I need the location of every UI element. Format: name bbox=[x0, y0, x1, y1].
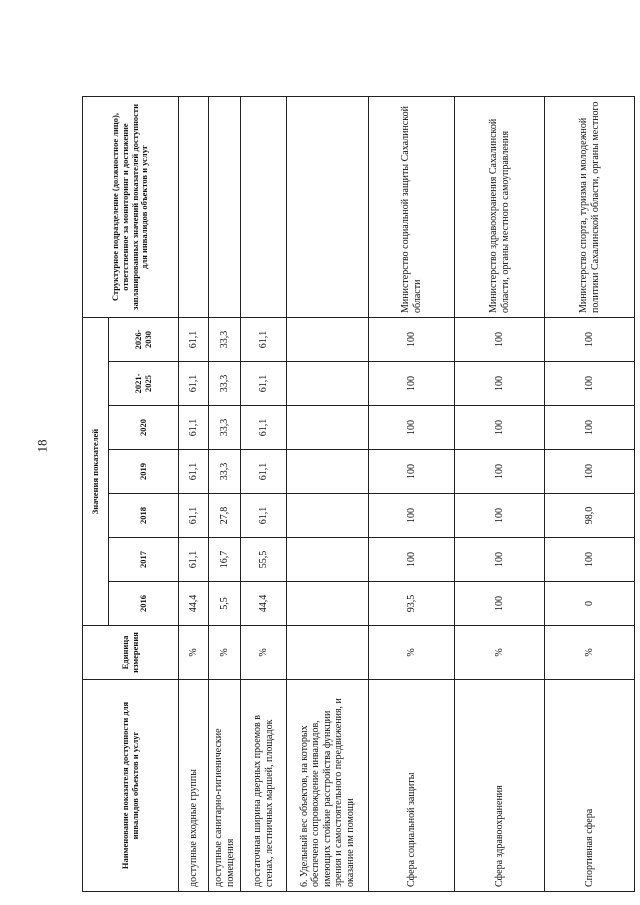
row-value: 33,3 bbox=[209, 362, 241, 406]
row-value: 100 bbox=[455, 582, 545, 626]
header-year: 2017 bbox=[109, 538, 179, 582]
row-value: 5,5 bbox=[209, 582, 241, 626]
header-responsible: Структурное подразделение (должностное лицо), ответственное за мониторинг и достижение запланированных значений показателей доступности для инвалидов объектов и услуг bbox=[83, 97, 179, 318]
row-value: 61,1 bbox=[179, 494, 209, 538]
row-value: 61,1 bbox=[179, 318, 209, 362]
row-unit: % bbox=[241, 626, 287, 680]
table-row bbox=[455, 97, 545, 892]
row-value: 33,3 bbox=[209, 406, 241, 450]
page-number: 18 bbox=[34, 439, 50, 453]
row-value: 100 bbox=[369, 494, 455, 538]
row-unit: % bbox=[545, 626, 635, 680]
indicator-table-container bbox=[82, 97, 634, 892]
row-name: Спортивная сфера bbox=[545, 680, 635, 892]
row-name: Сфера социальной защиты bbox=[369, 680, 455, 892]
row-value: 61,1 bbox=[241, 494, 287, 538]
header-year: 2026-2030 bbox=[109, 318, 179, 362]
row-value bbox=[287, 450, 369, 494]
table-row bbox=[241, 97, 287, 892]
row-responsible: Министерство здравоохранения Сахалинской области, органы местного самоуправления bbox=[455, 97, 545, 318]
table-row bbox=[209, 97, 241, 892]
row-responsible bbox=[241, 97, 287, 318]
row-value: 0 bbox=[545, 582, 635, 626]
row-value: 16,7 bbox=[209, 538, 241, 582]
row-value bbox=[287, 582, 369, 626]
row-value: 55,5 bbox=[241, 538, 287, 582]
row-value: 100 bbox=[455, 362, 545, 406]
table-row bbox=[179, 97, 209, 892]
row-value: 61,1 bbox=[179, 538, 209, 582]
row-value: 61,1 bbox=[241, 450, 287, 494]
row-value bbox=[287, 494, 369, 538]
row-value bbox=[287, 362, 369, 406]
row-unit bbox=[287, 626, 369, 680]
row-value: 100 bbox=[545, 318, 635, 362]
row-value: 61,1 bbox=[179, 362, 209, 406]
row-responsible: Министерство социальной защиты Сахалинской области bbox=[369, 97, 455, 318]
row-name: доступные входные группы bbox=[179, 680, 209, 892]
row-name: Сфера здравоохранения bbox=[455, 680, 545, 892]
table-row bbox=[287, 97, 369, 892]
row-name: доступные санитарно-гигиенические помещения bbox=[209, 680, 241, 892]
row-value: 93,5 bbox=[369, 582, 455, 626]
row-value: 27,8 bbox=[209, 494, 241, 538]
row-value: 61,1 bbox=[179, 406, 209, 450]
row-value: 100 bbox=[545, 406, 635, 450]
row-unit: % bbox=[209, 626, 241, 680]
row-value: 33,3 bbox=[209, 450, 241, 494]
row-value: 100 bbox=[455, 538, 545, 582]
header-year: 2020 bbox=[109, 406, 179, 450]
row-value: 61,1 bbox=[241, 318, 287, 362]
indicator-table bbox=[82, 96, 635, 892]
row-value: 100 bbox=[455, 406, 545, 450]
row-unit: % bbox=[455, 626, 545, 680]
row-unit: % bbox=[179, 626, 209, 680]
row-name: достаточная ширина дверных проемов в стенах, лестничных маршей, площадок bbox=[241, 680, 287, 892]
header-year: 2018 bbox=[109, 494, 179, 538]
table-row bbox=[545, 97, 635, 892]
header-year: 2019 bbox=[109, 450, 179, 494]
row-responsible: Министерство спорта, туризма и молодежной политики Сахалинской области, органы местного bbox=[545, 97, 635, 318]
row-responsible bbox=[209, 97, 241, 318]
header-indicator: Наименование показателя доступности для инвалидов объектов и услуг bbox=[83, 680, 179, 892]
header-unit: Единица измерения bbox=[83, 626, 179, 680]
row-name: 6. Удельный вес объектов, на которых обеспечено сопровождение инвалидов, имеющих стойкие расстройства функции зрения и самостоятельного передвижения, и оказание им помощи bbox=[287, 680, 369, 892]
row-value: 61,1 bbox=[241, 406, 287, 450]
row-responsible bbox=[287, 97, 369, 318]
row-value bbox=[287, 318, 369, 362]
row-value: 100 bbox=[455, 318, 545, 362]
row-value: 100 bbox=[455, 450, 545, 494]
row-value: 44,4 bbox=[241, 582, 287, 626]
row-responsible bbox=[179, 97, 209, 318]
row-value: 33,3 bbox=[209, 318, 241, 362]
header-year: 2021-2025 bbox=[109, 362, 179, 406]
row-value: 98,0 bbox=[545, 494, 635, 538]
row-value: 100 bbox=[545, 450, 635, 494]
row-value: 61,1 bbox=[241, 362, 287, 406]
row-value: 100 bbox=[369, 450, 455, 494]
row-value: 100 bbox=[369, 362, 455, 406]
row-value: 44,4 bbox=[179, 582, 209, 626]
row-value: 61,1 bbox=[179, 450, 209, 494]
row-value: 100 bbox=[369, 538, 455, 582]
row-value bbox=[287, 406, 369, 450]
row-unit: % bbox=[369, 626, 455, 680]
row-value: 100 bbox=[369, 318, 455, 362]
row-value: 100 bbox=[545, 362, 635, 406]
row-value: 100 bbox=[545, 538, 635, 582]
header-values-group: Значения показателей bbox=[83, 318, 109, 626]
row-value: 100 bbox=[369, 406, 455, 450]
row-value: 100 bbox=[455, 494, 545, 538]
header-year: 2016 bbox=[109, 582, 179, 626]
row-value bbox=[287, 538, 369, 582]
table-row bbox=[369, 97, 455, 892]
